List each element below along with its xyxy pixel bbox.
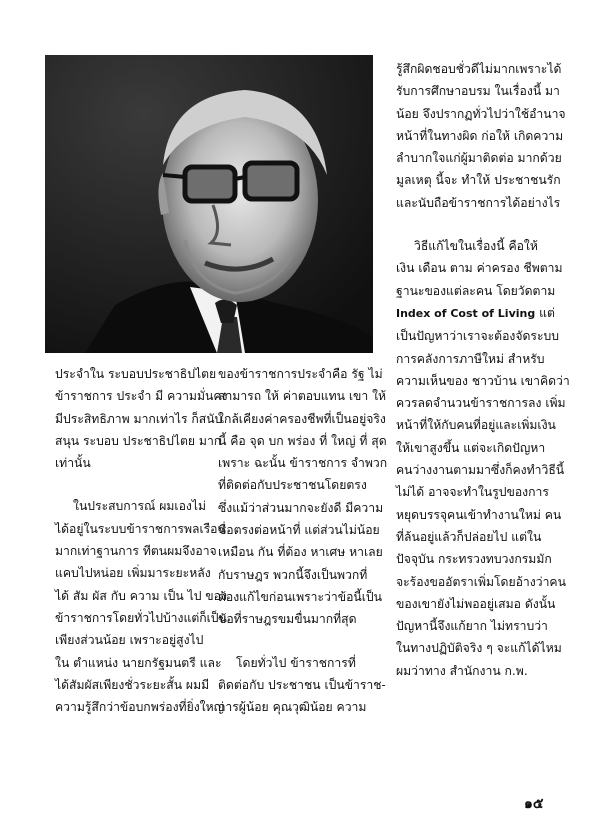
text-line: ความรู้สึกว่าข้อบกพร่องที่ยิ่งใหญ่ [55, 700, 225, 715]
text-line: มูลเหตุ นี้จะ ทำให้ ประชาชนรัก [396, 173, 561, 188]
text-line: ติดต่อกับ ประชาชน เป็นข้าราช- [218, 677, 386, 692]
paragraph-start-line: วิธีแก้ไขในเรื่องนี้ คือให้ [414, 239, 538, 254]
text-line: ไม่ได้ อาจจะทำในรูปของการ [396, 485, 549, 500]
text-line: ต้องแก้ไขก่อนเพราะว่าข้อนี้เป็น [218, 589, 382, 604]
text-line: ซึ่งแม้ว่าส่วนมากจะยังดี มีความ [218, 500, 384, 515]
text-line: มากเท่าฐานการ ทีตนผมจึงอาจ [55, 544, 217, 559]
text-line: เงิน เดือน ตาม ค่าครอง ชีพตาม [396, 261, 563, 276]
text-line: ฐานะของแต่ละคน โดยวัดตาม [396, 283, 556, 298]
text-line: ใกล้เคียงค่าครองชีพที่เป็นอยู่จริง [218, 411, 386, 426]
text-line: ในทางปฏิบัติจริง ๆ จะแก้ได้ไหม [396, 641, 562, 656]
text-line: ลำบากใจแก่ผู้มาติดต่อ มากด้วย [396, 151, 562, 166]
text-line: ข้อที่ราษฎรขมขื่นมากที่สุด [218, 612, 357, 627]
text-line: ความเห็นของ ชาวบ้าน เขาคิดว่า [396, 373, 570, 388]
text-line: หยุดบรรจุคนเข้าทำงานใหม่ คน [396, 507, 562, 522]
text-line: มีประสิทธิภาพ มากเท่าไร ก็สนับ [55, 411, 223, 426]
text-line: เพราะ ฉะนั้น ข้าราชการ จำพวก [218, 456, 388, 471]
text-line: ข้าราชการ ประจำ มี ความมั่นคง [55, 389, 228, 404]
text-line: จะร้องขออัตราเพิ่มโดยอ้างว่าคน [396, 574, 566, 589]
text-line: เท่านั้น [55, 456, 91, 471]
text-line: ข้าราชการโดยทั่วไปบ้างแต่ก็เป็น [55, 610, 227, 625]
text-line: เหมือน กัน ที่ต้อง หาเศษ หาเลย [218, 545, 383, 560]
text-line: รับการศึกษาอบรม ในเรื่องนี้ มา [396, 84, 560, 99]
text-line: ประจำใน ระบอบประชาธิปไตย [55, 367, 217, 381]
text-line: แคบไปหน่อย เพิ่มมาระยะหลัง [55, 566, 211, 581]
paragraph-start-line: ในประสบการณ์ ผมเองไม่ [73, 499, 207, 514]
text-line: ซื่อตรงต่อหน้าที่ แต่ส่วนไม่น้อย [218, 523, 380, 538]
text-line: สนุน ระบอบ ประชาธิปไตย มาก [55, 433, 222, 448]
text-line: น้อย จึงปรากฏทั่วไปว่าใช้อำนาจ [396, 106, 566, 121]
text-line: ได้ สัม ผัส กับ ความ เป็น ไป ของ [55, 588, 227, 603]
text-line: การคลังการภาษีใหม่ สำหรับ [396, 351, 545, 366]
text-line: สามารถ ให้ ค่าตอบแทน เขา ให้ [218, 389, 387, 404]
text-line: ปัจจุบัน กระทรวงทบวงกรมมัก [396, 552, 552, 567]
text-column-1 [55, 363, 228, 718]
english-term: Index of Cost of Living [396, 306, 536, 320]
text-line: เป็นปัญหาว่าเราจะต้องจัดระบบ [396, 329, 559, 344]
text-fragment: แต่ [539, 305, 555, 320]
text-line: ปัญหานี้จึงแก้ยาก ไม่ทราบว่า [396, 619, 548, 634]
page-number: ๑๕ [524, 796, 544, 812]
text-column-2 [218, 363, 388, 718]
text-line: ที่ล้นอยู่แล้วก็ปล่อยไป แต่ใน [396, 529, 542, 544]
text-line: ควรลดจำนวนข้าราชการลง เพิ่ม [396, 396, 566, 411]
text-column-3 [396, 58, 570, 682]
text-line: ใน ตำแหน่ง นายกรัฐมนตรี และ [55, 655, 222, 670]
text-line: หน้าที่ให้กับคนที่อยู่และเพิ่มเงิน [396, 418, 556, 433]
text-line: นี้ คือ จุด บก พร่อง ที่ ใหญ่ ที่ สุด [218, 433, 387, 448]
paragraph-start-line: โดยทั่วไป ข้าราชการที่ [236, 655, 356, 670]
text-line: ได้สัมผัสเพียงชั่วระยะสั้น ผมมี [55, 677, 210, 692]
text-line: ให้เขาสูงขึ้น แต่จะเกิดปัญหา [396, 440, 546, 455]
text-line: ของเขายังไม่พออยู่เสมอ ดังนั้น [396, 596, 556, 611]
text-line: เพียงส่วนน้อย เพราะอยู่สูงไป [55, 633, 204, 648]
text-line: รู้สึกผิดชอบชั่วดีไม่มากเพราะได้ [396, 62, 562, 76]
text-line: กับราษฎร พวกนี้จึงเป็นพวกที่ [218, 567, 368, 582]
text-line: หน้าที่ในทางผิด ก่อให้ เกิดความ [396, 128, 564, 143]
text-line: ผมว่าทาง สำนักงาน ก.พ. [396, 663, 528, 678]
text-line: ของข้าราชการประจำคือ รัฐ ไม่ [218, 367, 383, 381]
portrait-photo [45, 55, 373, 353]
text-line: ได้อยู่ในระบบข้าราชการพลเรือน [55, 521, 226, 536]
text-line: ที่ติดต่อกับประชาชนโดยตรง [218, 478, 367, 493]
text-line: การผู้น้อย คุณวุฒิน้อย ความ [218, 700, 367, 715]
text-line: คนว่างงานตามมาซึ่งก็คงทำวิธีนี้ [396, 463, 565, 478]
text-line [396, 302, 556, 325]
text-line: และนับถือข้าราชการได้อย่างไร [396, 195, 561, 210]
